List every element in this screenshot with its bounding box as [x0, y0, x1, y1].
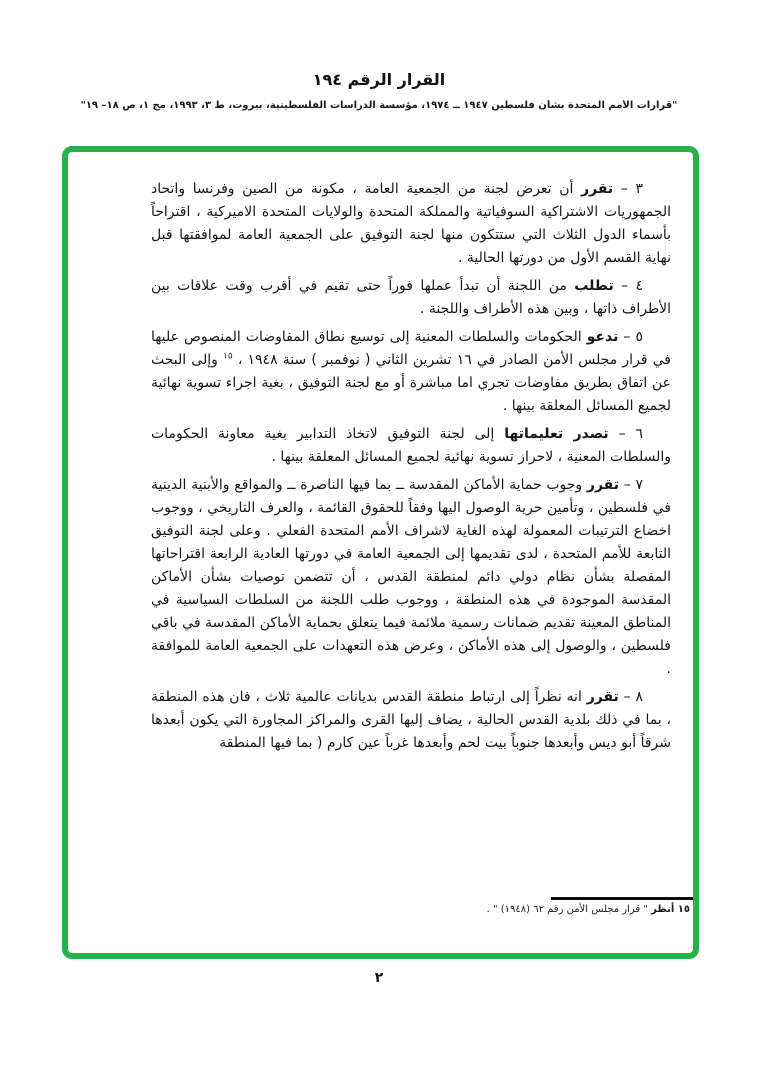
text-segment: ١٥ [223, 351, 233, 362]
footnote-separator [551, 897, 693, 900]
text-segment: تقرر [586, 477, 620, 493]
resolution-paragraph [151, 326, 671, 418]
text-segment: تصدر تعليماتها [504, 426, 609, 442]
text-segment: ٤ – [613, 278, 643, 294]
resolution-paragraph [151, 686, 671, 755]
text-segment: تقرر [586, 689, 619, 705]
text-segment: ٧ – [619, 477, 644, 493]
text-segment: أنظر [651, 904, 675, 915]
resolution-paragraph [151, 423, 671, 469]
text-segment: إلى لجنة التوفيق لاتخاذ التدابير بغية معاونة الحكومات والسلطات المعنية ، لاحراز تسوية نهائية لجميع المسائل المعلقة بينها . [151, 426, 671, 465]
text-segment: تطلب [574, 278, 614, 294]
resolution-paragraph [151, 474, 671, 681]
text-segment: ١٥ [674, 904, 690, 915]
text-segment: وجوب حماية الأماكن المقدسة ــ بما فيها الناصرة ــ والمواقع والأبنية الدينية في فلسطين ، وتأمين حرية الوصول اليها وفقاً للحقوق القائمة ، والعرف التاريخي ، ووجوب اخضاع الترتيبات المعمولة لهذه الغاية لاشراف الأمم المتحدة الفعلي . وعلى لجنة التوفيق التابعة للأمم المتحدة ، لدى تقديمها إلى الجمعية العامة في دورتها العادية الرابعة اقتراحاتها المفصلة بشأن نظام دولي دائم لمنطقة القدس ، أن تتضمن توصيات بشأن الأماكن المقدسة الموجودة في هذه المنطقة ، ووجوب طلب اللجنة من السلطات السياسية في المناطق المعينة تقديم ضمانات رسمية ملائمة فيما يتعلق بحماية الأماكن المقدسة في باقي فلسطين ، والوصول إلى هذه الأماكن ، وعرض هذه التعهدات على الجمعية العامة للموافقة . [151, 477, 671, 677]
text-segment: " قرار مجلس الأمن رقم ٦٢ (١٩٤٨) " . [486, 904, 652, 915]
text-segment: وإلى البحث عن اتفاق بطريق مفاوضات تجري اما مباشرة أو مع لجنة التوفيق ، بغية اجراء تسوية نهائية لجميع المسائل المعلقة بينها . [151, 352, 671, 414]
text-segment: ٥ – [618, 329, 643, 345]
highlight-border-box [62, 146, 699, 959]
text-segment: أن تعرض لجنة من الجمعية العامة ، مكونة من الصين وفرنسا واتحاد الجمهوريات الاشتراكية السوفياتية والمملكة المتحدة والولايات المتحدة الاميركية ، اقتراحاً بأسماء الدول الثلاث التي ستتكون منها لجنة التوفيق على الجمعية العامة لموافقتها قبل نهاية القسم الأول من دورتها الحالية . [151, 181, 671, 266]
source-citation: "قرارات الأمم المتحدة بشأن فلسطين ١٩٤٧ ــ ١٩٧٤، مؤسسة الدراسات الفلسطينية، بيروت، ط ٣، ١٩٩٣، مج ١، ص ١٨– ١٩" [80, 100, 678, 111]
text-segment: ٣ – [613, 181, 643, 197]
text-segment: ٦ – [608, 426, 643, 442]
text-segment: ٨ – [618, 689, 643, 705]
page-number: ٢ [374, 970, 384, 986]
text-segment: انه نظراً إلى ارتباط منطقة القدس بديانات عالمية ثلاث ، فان هذه المنطقة ، بما في ذلك بلدية القدس الحالية ، يضاف إليها القرى والمراكز المجاورة التي يكون أبعدها شرقاً أبو ديس وأبعدها جنوباً بيت لحم وأبعدها غرباً عين كارم ( بما فيها المنطقة [151, 689, 671, 751]
page-title: القرار الرقم ١٩٤ [312, 70, 446, 89]
footnote [78, 904, 690, 915]
resolution-text [151, 178, 671, 760]
resolution-paragraph [151, 178, 671, 270]
resolution-paragraph [151, 275, 671, 321]
text-segment: الحكومات والسلطات المعنية إلى توسيع نطاق المفاوضات المنصوص عليها في قرار مجلس الأمن الصادر في ١٦ تشرين الثاني ( نوفمبر ) سنة ١٩٤٨ ، [151, 329, 671, 368]
text-segment: تقرر [581, 181, 614, 197]
text-segment: من اللجنة أن تبدأ عملها فوراً حتى تقيم في أقرب وقت علاقات بين الأطراف ذاتها ، وبين هذه الأطراف واللجنة . [151, 278, 671, 317]
text-segment: تدعو [586, 329, 619, 345]
